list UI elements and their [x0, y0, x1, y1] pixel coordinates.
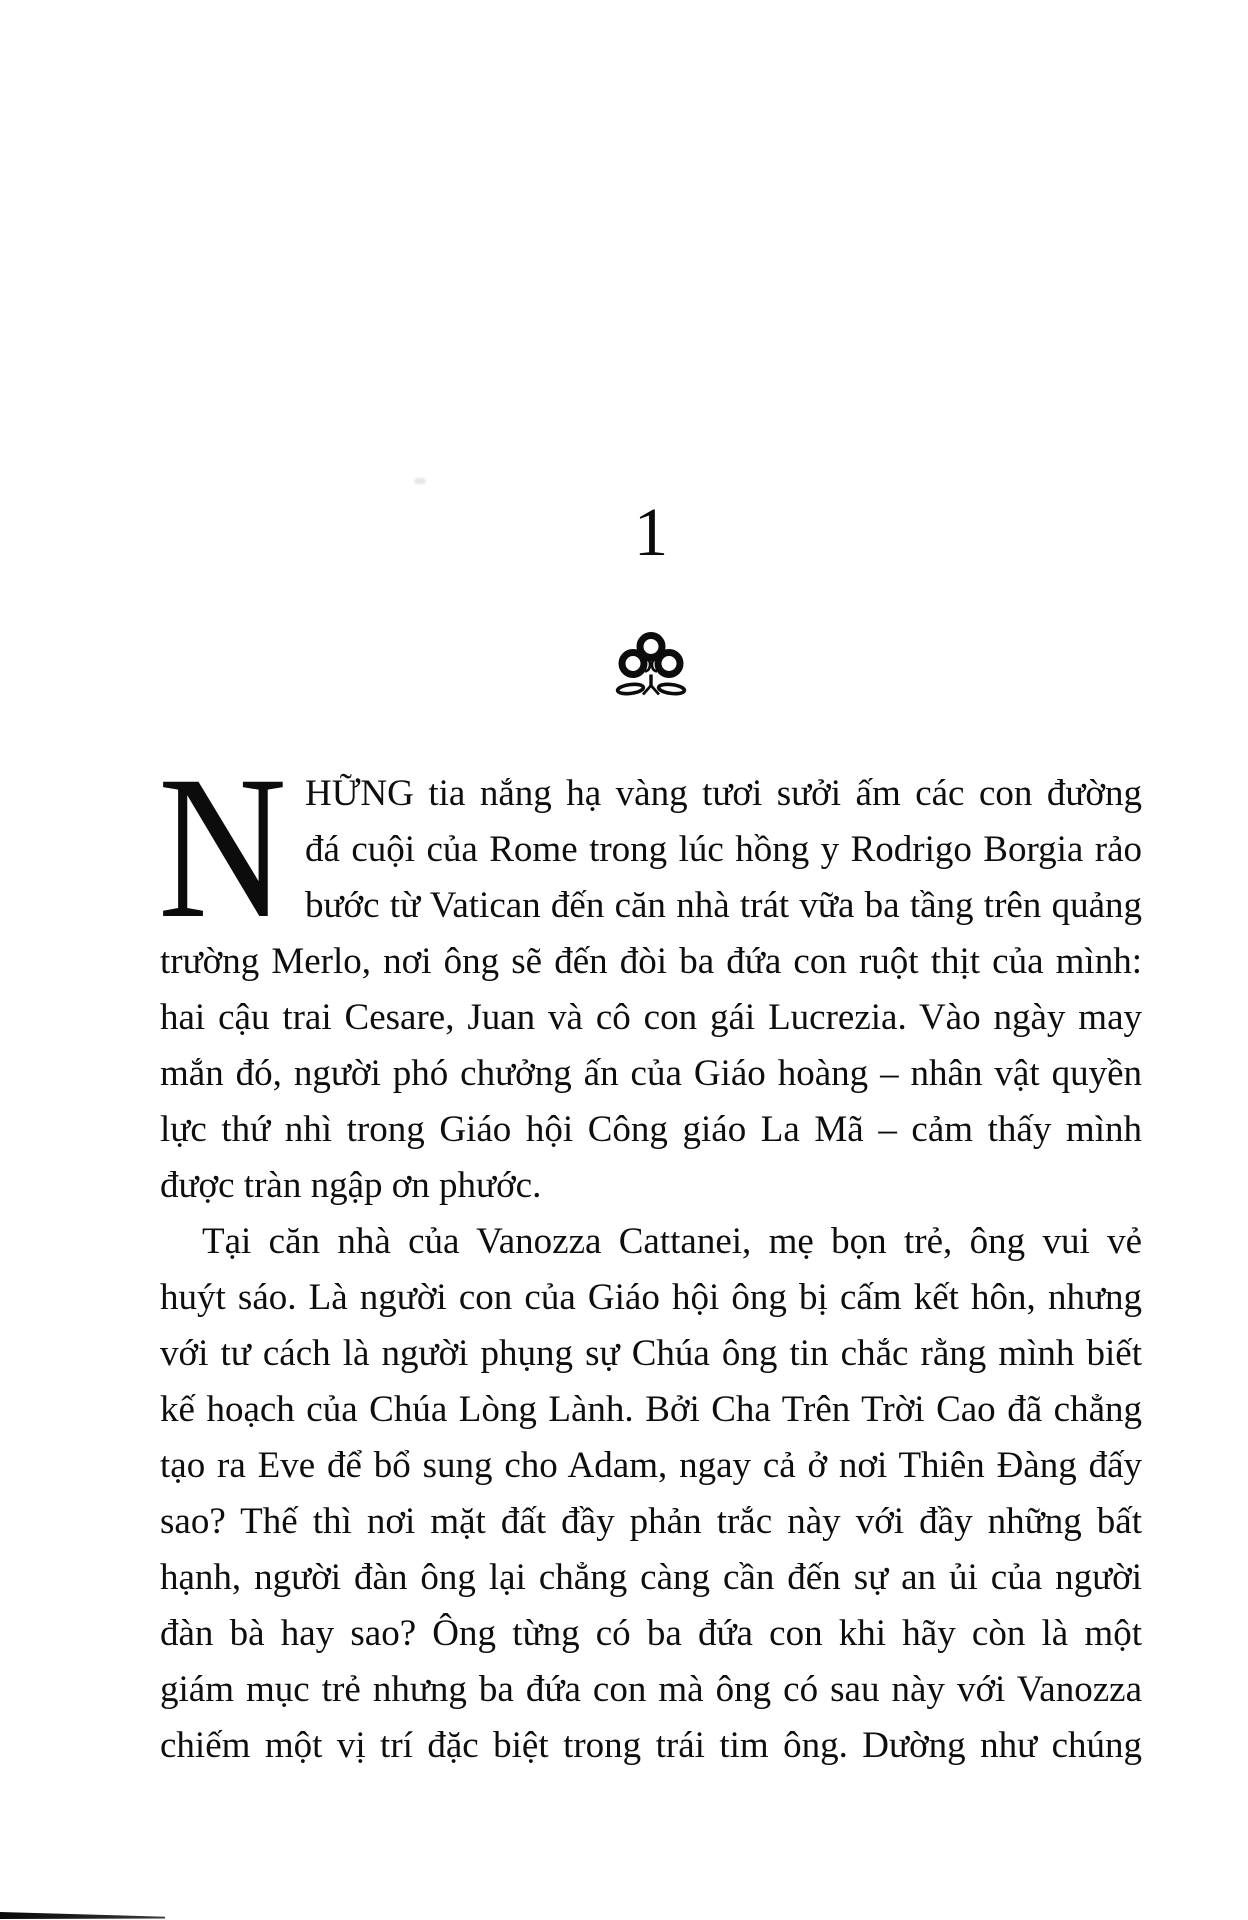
text-line: với tư cách là người phụng sự Chúa ông tin chắc rằng mình biết	[160, 1333, 1142, 1374]
text-line: được tràn ngập ơn phước.	[160, 1165, 542, 1206]
text-line: hai cậu trai Cesare, Juan và cô con gái Lucrezia. Vào ngày may	[160, 997, 1142, 1038]
text-line: huýt sáo. Là người con của Giáo hội ông bị cấm kết hôn, nhưng	[160, 1277, 1142, 1318]
scan-smudge	[414, 478, 426, 484]
chapter-number: 1	[633, 494, 669, 570]
text-line: sao? Thế thì nơi mặt đất đầy phản trắc này với đầy những bất	[160, 1501, 1142, 1542]
text-line: trường Merlo, nơi ông sẽ đến đòi ba đứa con ruột thịt của mình:	[160, 941, 1142, 982]
body-text	[160, 766, 1142, 1774]
text-line: đàn bà hay sao? Ông từng có ba đứa con khi hãy còn là một	[160, 1613, 1142, 1654]
text-line: Tại căn nhà của Vanozza Cattanei, mẹ bọn trẻ, ông vui vẻ	[202, 1221, 1142, 1262]
text-line: đá cuội của Rome trong lúc hồng y Rodrigo Borgia rảo	[305, 829, 1142, 870]
text-line: giám mục trẻ nhưng ba đứa con mà ông có sau này với Vanozza	[160, 1669, 1142, 1710]
text-line: hạnh, người đàn ông lại chẳng càng cần đến sự an ủi của người	[160, 1557, 1142, 1598]
text-line: kế hoạch của Chúa Lòng Lành. Bởi Cha Trên Trời Cao đã chẳng	[160, 1389, 1142, 1430]
chapter-ornament-icon	[612, 631, 690, 700]
text-line: bước từ Vatican đến căn nhà trát vữa ba tầng trên quảng	[305, 885, 1142, 926]
page-edge-shadow	[0, 1911, 165, 1919]
text-line: tạo ra Eve để bổ sung cho Adam, ngay cả ở nơi Thiên Đàng đấy	[160, 1445, 1142, 1486]
drop-cap: N	[158, 734, 287, 961]
text-line: lực thứ nhì trong Giáo hội Công giáo La Mã – cảm thấy mình	[160, 1109, 1142, 1150]
text-line: HỮNG tia nắng hạ vàng tươi sưởi ấm các con đường	[305, 773, 1142, 814]
text-line: mắn đó, người phó chưởng ấn của Giáo hoàng – nhân vật quyền	[160, 1053, 1142, 1094]
text-line: chiếm một vị trí đặc biệt trong trái tim ông. Dường như chúng	[160, 1725, 1142, 1766]
